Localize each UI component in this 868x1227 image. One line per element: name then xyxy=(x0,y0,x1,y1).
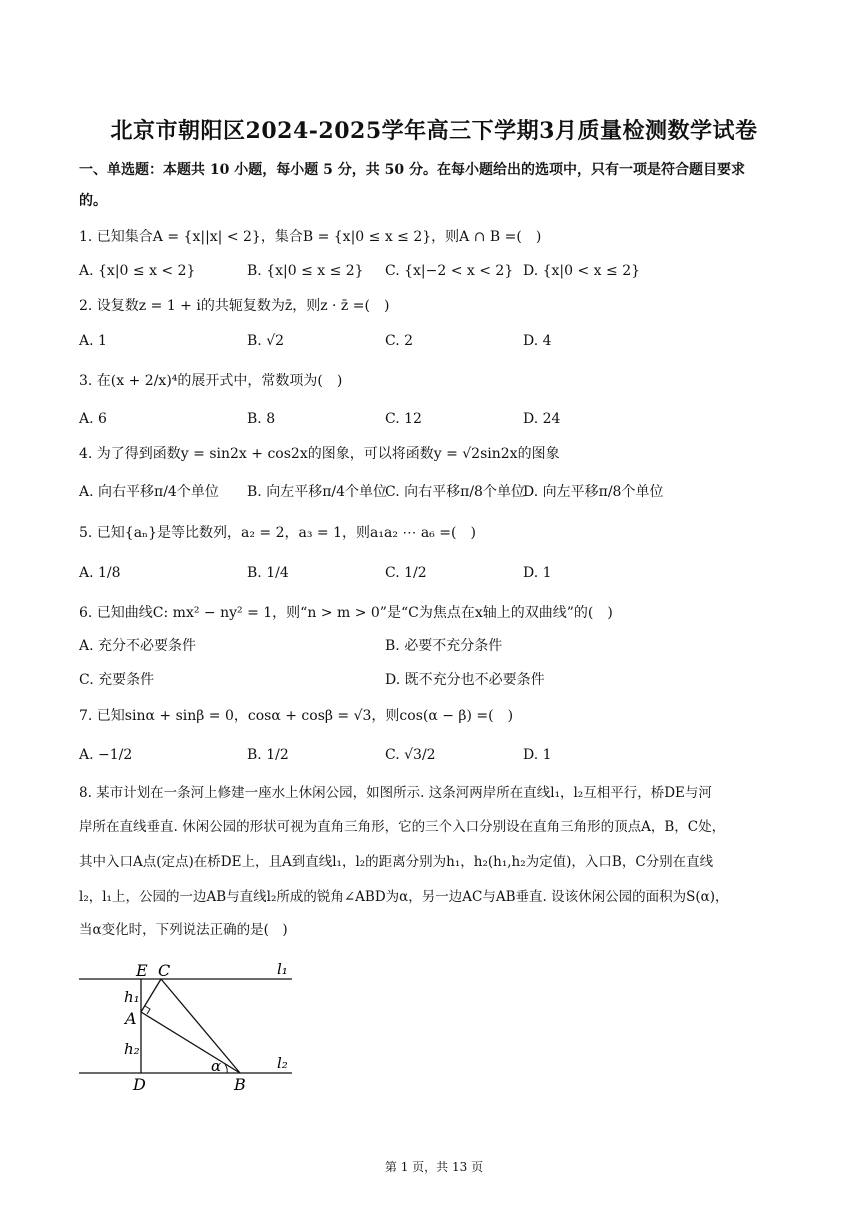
question-7-option-b: B. 1/2 xyxy=(247,747,289,763)
question-6-stem: 6. 已知曲线C: mx² − ny² = 1，则“n > m > 0”是“C为焦点在x轴上的双曲线”的( ) xyxy=(79,605,613,621)
question-2-option-a: A. 1 xyxy=(79,333,107,349)
question-5-option-d: D. 1 xyxy=(523,565,552,581)
label-d: D xyxy=(133,1075,146,1094)
question-4-stem: 4. 为了得到函数y = sin2x + cos2x的图象，可以将函数y = √2sin2x的图象 xyxy=(79,446,560,462)
segment-ab xyxy=(141,1012,240,1073)
label-l2: l₂ xyxy=(277,1054,288,1072)
question-4-option-b: B. 向左平移π/4个单位 xyxy=(247,484,388,500)
question-4-option-c: C. 向右平移π/8个单位 xyxy=(385,484,525,500)
segment-ac xyxy=(141,979,161,1012)
segment-cb xyxy=(161,979,240,1073)
river-park-figure xyxy=(70,955,310,1100)
question-6-option-c: C. 充要条件 xyxy=(79,672,155,688)
question-1-option-b: B. {x|0 ≤ x ≤ 2} xyxy=(247,263,364,279)
question-2-option-c: C. 2 xyxy=(385,333,414,349)
question-7-option-a: A. −1/2 xyxy=(79,747,133,763)
question-8-stem-line-2: 岸所在直线垂直. 休闲公园的形状可视为直角三角形，它的三个入口分别设在直角三角形的顶点A，B，C处， xyxy=(79,819,726,835)
question-3-option-d: D. 24 xyxy=(523,411,561,427)
question-6-option-a: A. 充分不必要条件 xyxy=(79,638,197,654)
label-e: E xyxy=(136,961,148,980)
section-heading-line-1: 一、单选题：本题共 10 小题，每小题 5 分，共 50 分。在每小题给出的选项中，只有一项是符合题目要求 xyxy=(79,162,745,178)
question-1-option-a: A. {x|0 ≤ x < 2} xyxy=(79,263,196,279)
question-4-option-a: A. 向右平移π/4个单位 xyxy=(79,484,219,500)
question-3-stem: 3. 在(x + 2/x)⁴的展开式中，常数项为( ) xyxy=(79,373,343,389)
question-5-option-a: A. 1/8 xyxy=(79,565,121,581)
label-alpha: α xyxy=(211,1057,222,1075)
question-5-option-b: B. 1/4 xyxy=(247,565,289,581)
page-footer: 第 1 页，共 13 页 xyxy=(384,1160,484,1174)
question-7-option-d: D. 1 xyxy=(523,747,552,763)
question-8-stem-line-5: 当α变化时，下列说法正确的是( ) xyxy=(79,922,288,938)
question-2-stem: 2. 设复数z = 1 + i的共轭复数为z̄，则z · z̄ =( ) xyxy=(79,298,390,314)
question-1-stem: 1. 已知集合A = {x||x| < 2}，集合B = {x|0 ≤ x ≤ 2}，则A ∩ B =( ) xyxy=(79,229,542,245)
question-1-option-d: D. {x|0 < x ≤ 2} xyxy=(523,263,641,279)
question-8-stem-line-3: 其中入口A点(定点)在桥DE上，且A到直线l₁，l₂的距离分别为h₁，h₂(h₁,h₂为定值)，入口B，C分别在直线 xyxy=(79,854,714,870)
label-l1: l₁ xyxy=(277,960,288,978)
question-8-stem-line-1: 8. 某市计划在一条河上修建一座水上休闲公园，如图所示. 这条河两岸所在直线l₁，l₂互相平行，桥DE与河 xyxy=(79,785,712,801)
question-3-option-c: C. 12 xyxy=(385,411,422,427)
label-a: A xyxy=(125,1009,137,1028)
page-title: 北京市朝阳区2024-2025学年高三下学期3月质量检测数学试卷 xyxy=(110,118,758,144)
section-heading-line-2: 的。 xyxy=(79,193,107,209)
label-h1: h₁ xyxy=(124,988,140,1006)
right-angle-mark xyxy=(145,1006,150,1014)
question-2-option-b: B. √2 xyxy=(247,333,285,349)
question-6-option-d: D. 既不充分也不必要条件 xyxy=(385,672,545,688)
question-8-stem-line-4: l₂，l₁上，公园的一边AB与直线l₂所成的锐角∠ABD为α，另一边AC与AB垂直. 设该休闲公园的面积为S(α)， xyxy=(79,889,729,905)
label-b: B xyxy=(234,1075,246,1094)
question-2-option-d: D. 4 xyxy=(523,333,552,349)
label-h2: h₂ xyxy=(124,1040,140,1058)
question-5-option-c: C. 1/2 xyxy=(385,565,427,581)
label-c: C xyxy=(158,961,171,980)
question-6-option-b: B. 必要不充分条件 xyxy=(385,638,503,654)
question-1-option-c: C. {x|−2 < x < 2} xyxy=(385,263,514,279)
question-7-stem: 7. 已知sinα + sinβ = 0，cosα + cosβ = √3，则cos(α − β) =( ) xyxy=(79,708,514,724)
question-3-option-a: A. 6 xyxy=(79,411,107,427)
question-4-option-d: D. 向左平移π/8个单位 xyxy=(523,484,664,500)
question-5-stem: 5. 已知{aₙ}是等比数列，a₂ = 2，a₃ = 1，则a₁a₂ ⋯ a₆ =( ) xyxy=(79,525,476,541)
question-3-option-b: B. 8 xyxy=(247,411,276,427)
question-7-option-c: C. √3/2 xyxy=(385,747,436,763)
